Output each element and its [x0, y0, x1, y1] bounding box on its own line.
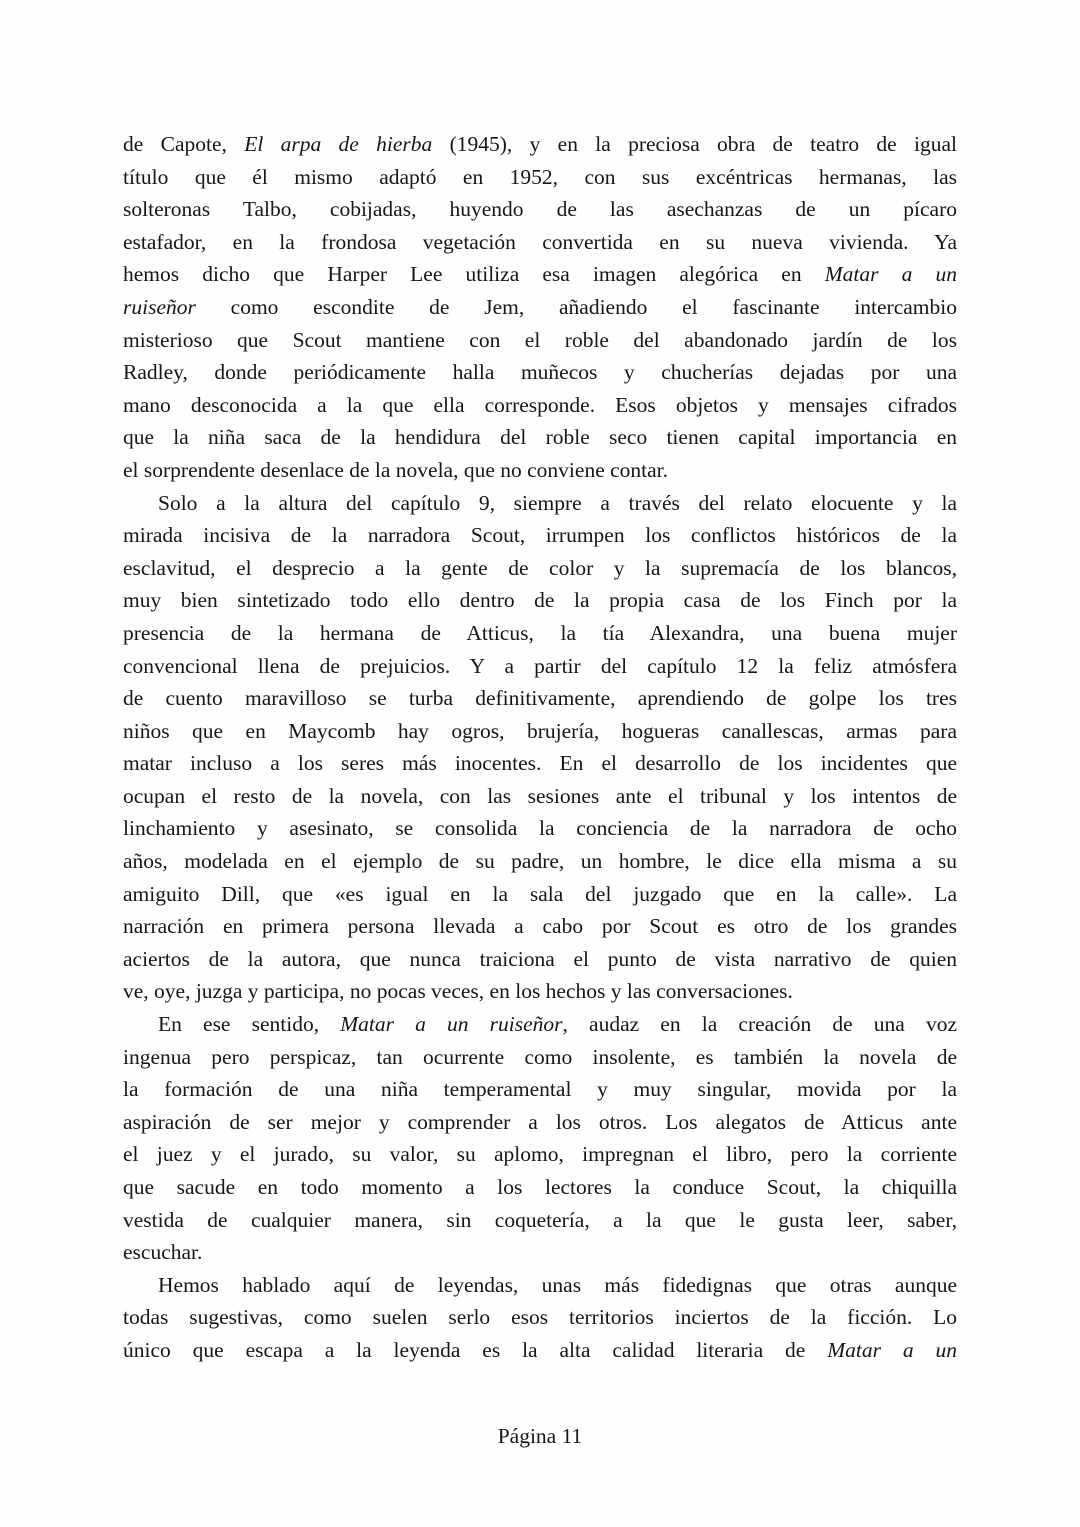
- text-line: [123, 421, 957, 454]
- book-title-italic: Matar a un: [824, 262, 957, 287]
- text-line: [123, 715, 957, 748]
- text-run: En ese sentido,: [158, 1012, 341, 1037]
- text-run: (1945), y en la preciosa obra de teatro de igual: [432, 132, 958, 156]
- text-line: [123, 1008, 957, 1041]
- text-run: años, modelada en el ejemplo de su padre, un hombre, le dice ella misma a su: [123, 849, 957, 874]
- text-run: mano desconocida a la que ella corresponde. Esos objetos y mensajes cifrados: [123, 392, 957, 417]
- text-run: estafador, en la frondosa vegetación convertida en su nueva vivienda. Ya: [123, 229, 957, 254]
- text-line: [123, 650, 957, 683]
- text-run: el juez y el jurado, su valor, su aplomo, impregnan el libro, pero la corriente: [123, 1142, 957, 1167]
- text-line: [123, 487, 957, 520]
- text-run: Hemos hablado aquí de leyendas, unas más fidedignas que otras aunque: [158, 1272, 957, 1297]
- text-line: [123, 780, 957, 813]
- text-run: de Capote,: [123, 132, 245, 156]
- text-run: hemos dicho que Harper Lee utiliza esa imagen alegórica en: [123, 262, 825, 287]
- text-run: convencional llena de prejuicios. Y a partir del capítulo 12 la feliz atmósfera: [123, 653, 957, 678]
- text-line: [123, 878, 957, 911]
- text-run: vestida de cualquier manera, sin coquetería, a la que le gusta leer, saber,: [123, 1207, 957, 1232]
- page-number: Página 11: [497, 1424, 583, 1448]
- text-line: [123, 584, 957, 617]
- text-run: que la niña saca de la hendidura del roble seco tienen capital importancia en: [123, 425, 957, 450]
- text-run: título que él mismo adaptó en 1952, con sus excéntricas hermanas, las: [123, 164, 957, 189]
- text-line: [123, 193, 957, 226]
- text-run: escuchar.: [123, 1240, 203, 1265]
- text-line: [123, 454, 957, 487]
- text-run: misterioso que Scout mantiene con el roble del abandonado jardín de los: [123, 327, 957, 352]
- text-line: [123, 943, 957, 976]
- text-line: [123, 258, 957, 291]
- text-line: [123, 1334, 957, 1367]
- text-line: [123, 812, 957, 845]
- book-title-italic: Matar a un: [827, 1337, 957, 1362]
- text-line: [123, 910, 957, 943]
- book-title-italic: El arpa de hierba: [244, 132, 433, 156]
- text-line: [123, 356, 957, 389]
- text-line: [123, 1236, 957, 1269]
- text-line: [123, 617, 957, 650]
- text-line: [123, 1073, 957, 1106]
- text-run: todas sugestivas, como suelen serlo esos territorios inciertos de la ficción. Lo: [123, 1305, 957, 1330]
- text-run: , audaz en la creación de una voz: [562, 1012, 957, 1037]
- text-run: ocupan el resto de la novela, con las sesiones ante el tribunal y los intentos de: [123, 783, 957, 808]
- text-run: aciertos de la autora, que nunca traiciona el punto de vista narrativo de quien: [123, 946, 957, 971]
- text-line: [123, 389, 957, 422]
- text-run: narración en primera persona llevada a cabo por Scout es otro de los grandes: [123, 914, 957, 939]
- text-run: niños que en Maycomb hay ogros, brujería, hogueras canallescas, armas para: [123, 718, 957, 743]
- text-run: que sacude en todo momento a los lectores la conduce Scout, la chiquilla: [123, 1175, 957, 1199]
- text-line: [123, 1106, 957, 1139]
- book-title-italic: Matar a un ruiseñor: [340, 1012, 563, 1037]
- paragraph: [123, 1269, 957, 1367]
- text-line: [123, 519, 957, 552]
- text-run: Solo a la altura del capítulo 9, siempre a través del relato elocuente y la: [158, 490, 957, 515]
- text-line: [123, 324, 957, 357]
- text-line: [123, 291, 957, 324]
- text-line: [123, 552, 957, 585]
- text-run: de cuento maravilloso se turba definitivamente, aprendiendo de golpe los tres: [123, 686, 957, 711]
- text-line: [123, 747, 957, 780]
- text-line: [123, 128, 957, 161]
- text-run: ingenua pero perspicaz, tan ocurrente como insolente, es también la novela de: [123, 1044, 957, 1069]
- text-run: mirada incisiva de la narradora Scout, irrumpen los conflictos históricos de la: [123, 523, 957, 548]
- text-line: [123, 1301, 957, 1334]
- text-run: el sorprendente desenlace de la novela, que no conviene contar.: [123, 457, 669, 482]
- text-run: solteronas Talbo, cobijadas, huyendo de las asechanzas de un pícaro: [123, 197, 957, 222]
- text-block: [123, 128, 957, 1367]
- text-line: [123, 1269, 957, 1302]
- text-line: [123, 845, 957, 878]
- text-run: esclavitud, el desprecio a la gente de color y la supremacía de los blancos,: [123, 555, 957, 580]
- text-run: amiguito Dill, que «es igual en la sala del juzgado que en la calle». La: [123, 881, 957, 906]
- text-run: ve, oye, juzga y participa, no pocas veces, en los hechos y las conversaciones.: [123, 979, 793, 1004]
- text-run: presencia de la hermana de Atticus, la tía Alexandra, una buena mujer: [123, 620, 957, 645]
- text-run: único que escapa a la leyenda es la alta calidad literaria de: [123, 1337, 828, 1362]
- text-line: [123, 226, 957, 259]
- text-run: muy bien sintetizado todo ello dentro de la propia casa de los Finch por la: [123, 588, 957, 613]
- text-line: [123, 682, 957, 715]
- text-line: [123, 1171, 957, 1204]
- paragraph: [123, 487, 957, 1009]
- text-line: [123, 975, 957, 1008]
- paragraph: [123, 1008, 957, 1269]
- text-line: [123, 1204, 957, 1237]
- text-run: Radley, donde periódicamente halla muñecos y chucherías dejadas por una: [123, 360, 957, 385]
- text-line: [123, 1138, 957, 1171]
- text-run: como escondite de Jem, añadiendo el fascinante intercambio: [195, 294, 957, 319]
- text-line: [123, 161, 957, 194]
- book-title-italic: ruiseñor: [123, 294, 196, 319]
- text-run: la formación de una niña temperamental y muy singular, movida por la: [123, 1077, 957, 1102]
- text-run: matar incluso a los seres más inocentes. En el desarrollo de los incidentes que: [123, 751, 957, 776]
- text-run: aspiración de ser mejor y comprender a los otros. Los alegatos de Atticus ante: [123, 1109, 957, 1134]
- paragraph: [123, 128, 957, 487]
- text-run: linchamiento y asesinato, se consolida la conciencia de la narradora de ocho: [123, 816, 957, 841]
- text-line: [123, 1041, 957, 1074]
